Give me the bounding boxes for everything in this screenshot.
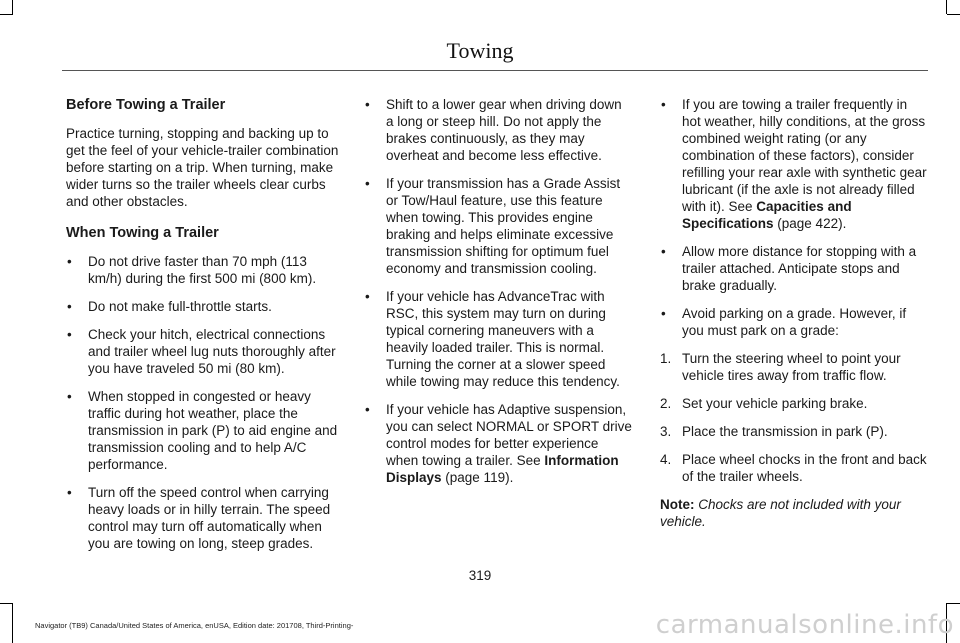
list-item-text: Allow more distance for stopping with a trailer attached. Anticipate stops and brake gradually. (682, 244, 917, 293)
list-item (660, 451, 928, 485)
page-reference: (page 119). (441, 470, 514, 485)
list-item (660, 96, 928, 232)
note-label: Note: (660, 497, 695, 512)
list-item-text: If your vehicle has Adaptive suspension, you can select NORMAL or SPORT drive control modes for better experience when towing a trailer. See (386, 402, 632, 468)
note-text: Chocks are not included with your vehicle. (660, 497, 901, 529)
bullet-list-when-towing (66, 253, 340, 552)
page-reference: (page 422). (773, 216, 847, 231)
note (660, 496, 928, 530)
section-heading-when-towing: When Towing a Trailer (66, 225, 219, 241)
bullet-icon: • (67, 299, 72, 314)
bullet-icon: • (661, 244, 666, 259)
step-number: 1. (660, 351, 672, 366)
bullet-list-towing-tips (364, 96, 632, 486)
section-heading-before-towing: Before Towing a Trailer (66, 97, 226, 113)
watermark: carmanualsonline.info (655, 610, 954, 640)
bullet-icon: • (67, 389, 72, 404)
list-item (66, 326, 340, 377)
list-item (660, 243, 928, 294)
column-3 (660, 96, 928, 543)
bullet-icon: • (365, 176, 370, 191)
list-item-text: Check your hitch, electrical connections and trailer wheel lug nuts thoroughly after you have traveled 50 mi (80 km). (88, 327, 336, 376)
list-item-text: Turn the steering wheel to point your vehicle tires away from traffic flow. (682, 351, 901, 383)
list-item (364, 96, 632, 164)
list-item-text: If your transmission has a Grade Assist or Tow/Haul feature, use this feature when towing. This provides engine braking and helps eliminate excessive transmission shifting for optimum fuel economy and transmission cooling. (386, 176, 621, 276)
column-1 (66, 96, 340, 563)
bullet-icon: • (661, 97, 666, 112)
list-item (660, 423, 928, 440)
crop-mark (12, 0, 13, 14)
list-item-text: Shift to a lower gear when driving down a long or steep hill. Do not apply the brakes continuously, as they may overheat and become less effective. (386, 97, 622, 163)
list-item (66, 388, 340, 473)
header-divider (62, 70, 928, 71)
crop-mark (946, 0, 947, 14)
list-item-text: If your vehicle has AdvanceTrac with RSC, this system may turn on during typical cornering maneuvers with a heavily loaded trailer. This is normal. Turning the corner at a slower speed while towing may reduce this tendency. (386, 289, 620, 389)
list-item-text: Do not make full-throttle starts. (88, 299, 272, 314)
page-number: 319 (468, 568, 492, 583)
bullet-icon: • (67, 485, 72, 500)
numbered-list-parking-steps (660, 350, 928, 485)
list-item-text: Avoid parking on a grade. However, if you must park on a grade: (682, 306, 907, 338)
list-item (66, 253, 340, 287)
cross-reference-link[interactable]: Information Displays (386, 453, 619, 485)
bullet-list-towing-tips-continued (660, 96, 928, 339)
step-number: 3. (660, 424, 672, 439)
list-item (364, 175, 632, 277)
crop-mark (0, 14, 13, 15)
crop-mark (947, 14, 960, 15)
list-item (66, 484, 340, 552)
list-item (364, 401, 632, 486)
step-number: 2. (660, 396, 672, 411)
list-item (66, 298, 340, 315)
bullet-icon: • (67, 327, 72, 342)
bullet-icon: • (67, 254, 72, 269)
list-item-text: When stopped in congested or heavy traffic during hot weather, place the transmission in park (P) to aid engine and transmission cooling and to help A/C performance. (88, 389, 338, 472)
paragraph-before-towing: Practice turning, stopping and backing up to get the feel of your vehicle-trailer combination before starting on a trip. When turning, make wider turns so the trailer wheels clear curbs and other obstacles. (66, 126, 339, 209)
step-number: 4. (660, 452, 672, 467)
list-item-text: Do not drive faster than 70 mph (113 km/h) during the first 500 mi (800 km). (88, 254, 317, 286)
list-item-text: Place the transmission in park (P). (682, 424, 888, 439)
crop-mark (0, 603, 13, 604)
column-2 (364, 96, 632, 497)
bullet-icon: • (365, 402, 370, 417)
crop-mark (947, 603, 960, 604)
list-item-text: Set your vehicle parking brake. (682, 396, 868, 411)
cross-reference-link[interactable]: Capacities and Specifications (682, 199, 852, 231)
page-title: Towing (446, 38, 514, 63)
footer-edition-info: Navigator (TB9) Canada/United States of America, enUSA, Edition date: 201708, Third-Printing- (35, 621, 354, 630)
list-item (660, 350, 928, 384)
list-item (660, 305, 928, 339)
bullet-icon: • (661, 306, 666, 321)
list-item (364, 288, 632, 390)
bullet-icon: • (365, 97, 370, 112)
bullet-icon: • (365, 289, 370, 304)
list-item-text: If you are towing a trailer frequently in hot weather, hilly conditions, at the gross combined weight rating (or any combination of these factors), consider refilling your rear axle with synthetic gear lubricant (if the axle is not already filled with it). See (682, 97, 927, 214)
list-item-text: Turn off the speed control when carrying heavy loads or in hilly terrain. The speed control may turn off automatically when you are towing on long, steep grades. (88, 485, 331, 551)
crop-mark (12, 603, 13, 643)
list-item-text: Place wheel chocks in the front and back of the trailer wheels. (682, 452, 927, 484)
list-item (660, 395, 928, 412)
